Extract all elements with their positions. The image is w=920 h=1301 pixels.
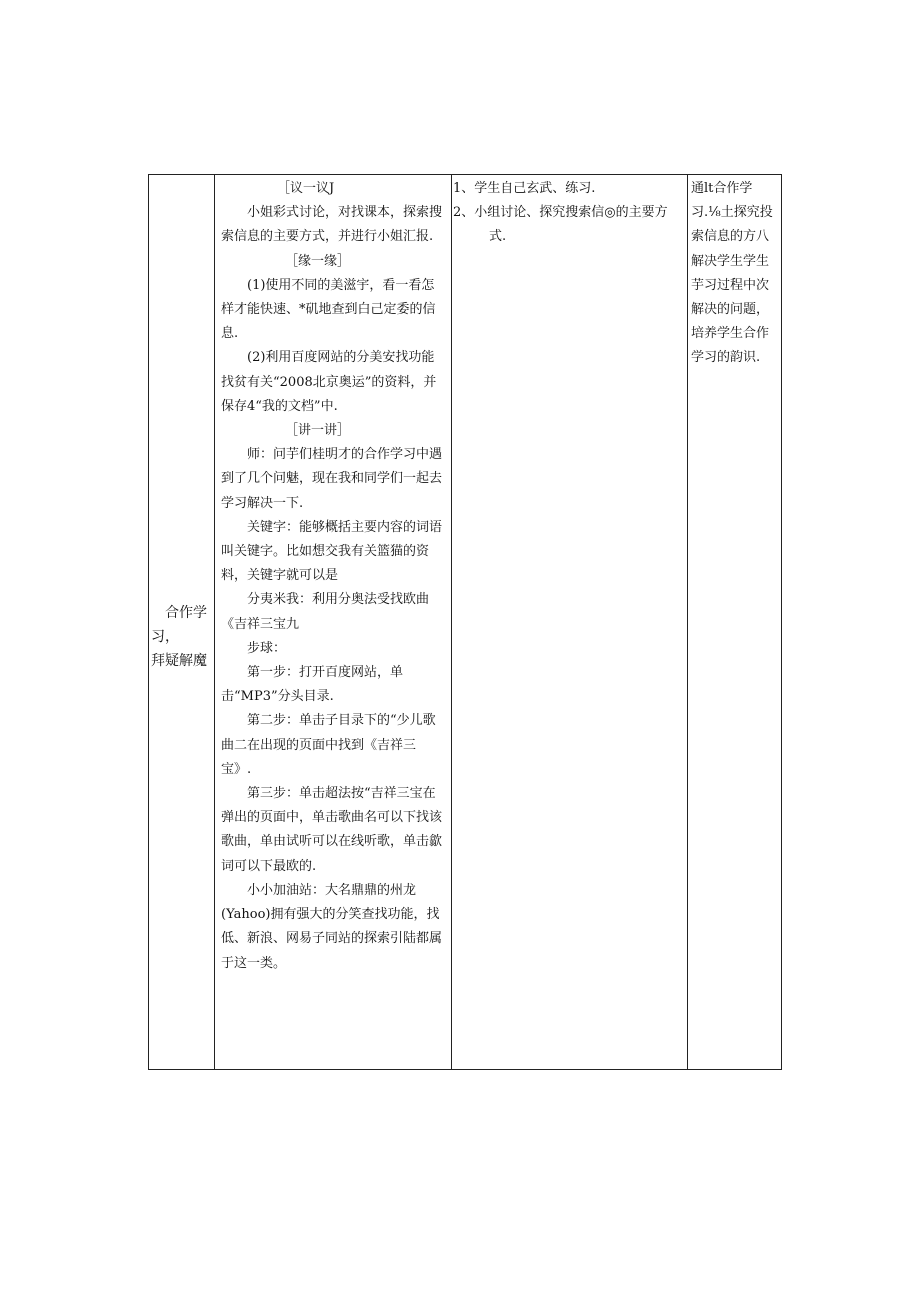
activity-paragraph: 小姐彩式讨论，对找课本，探索搜索信息的主要方式，并进行小姐汇报. — [221, 205, 443, 245]
activity-paragraph: 分夷米我：利用分奥法受找欧曲《吉祥三宝九 — [221, 592, 430, 632]
stage-line: 拜疑解魔 — [151, 653, 207, 669]
activity-paragraph: 小小加油站：大名鼎鼎的州龙(Yahoo)拥有强大的分笑查找功能，找低、新浪、网易子同站的探索引陆都属于这一类。 — [221, 882, 443, 971]
activity-paragraph: 第三步：单击超法按“吉祥三宝在弹出的页面中，单击歌曲名可以下找该歌曲，单由试听可以在线听歌，单击歙词可以下最欧的. — [221, 786, 443, 874]
activity-paragraph: (2)利用百度网站的分美安找功能找贫有关“2008北京奥运”的资料，并保存4“我的文档”中. — [221, 350, 437, 414]
activity-paragraph: 关键字：能够概括主要内容的词语叫关键字。比如想交我有关篮猫的资料，关键字就可以是 — [221, 519, 443, 584]
student-activity-cell — [452, 175, 688, 1070]
activity-paragraph: 第二步：单击子目录下的“少儿歌曲二在出现的页面中找到《吉祥三宝》. — [221, 713, 436, 777]
table-row — [149, 175, 782, 1070]
section-heading: ［讲一讲］ — [285, 423, 351, 439]
teacher-activity-cell — [215, 175, 452, 1070]
stage-label — [149, 601, 214, 673]
design-intent-text: 通lt合作学习.⅛土探究投索信息的方八解决学生学生芋习过程中次解决的问题，培养学生合作学习的韵识. — [691, 181, 773, 366]
lesson-plan-table — [148, 174, 782, 1070]
student-activity-item: 2、小组讨论、探究搜索信◎的主要方式. — [453, 205, 668, 245]
stage-cell — [149, 175, 215, 1070]
stage-line: 习， — [151, 629, 179, 645]
teacher-activity-content — [215, 175, 451, 976]
activity-paragraph: 步球： — [247, 640, 287, 656]
student-activity-content — [452, 175, 687, 250]
stage-line: 合作学 — [165, 605, 207, 621]
student-activity-item: 1、学生自己玄武、练习. — [453, 181, 596, 196]
design-intent-cell — [688, 175, 782, 1070]
activity-paragraph: 第一步：打开百度网站，单击“MP3”分头目录. — [221, 665, 404, 705]
section-heading: ［议一议J — [277, 181, 335, 196]
activity-paragraph: 师：问芋们桂明才的合作学习中遇到了几个问魅，现在我和同学们一起去学习解决一下. — [221, 447, 443, 511]
activity-paragraph: (1)使用不同的美滋宇，看一看怎样才能快速、*矶地查到白己定委的信息. — [221, 277, 436, 342]
section-heading: ［缘一缘］ — [285, 253, 351, 269]
